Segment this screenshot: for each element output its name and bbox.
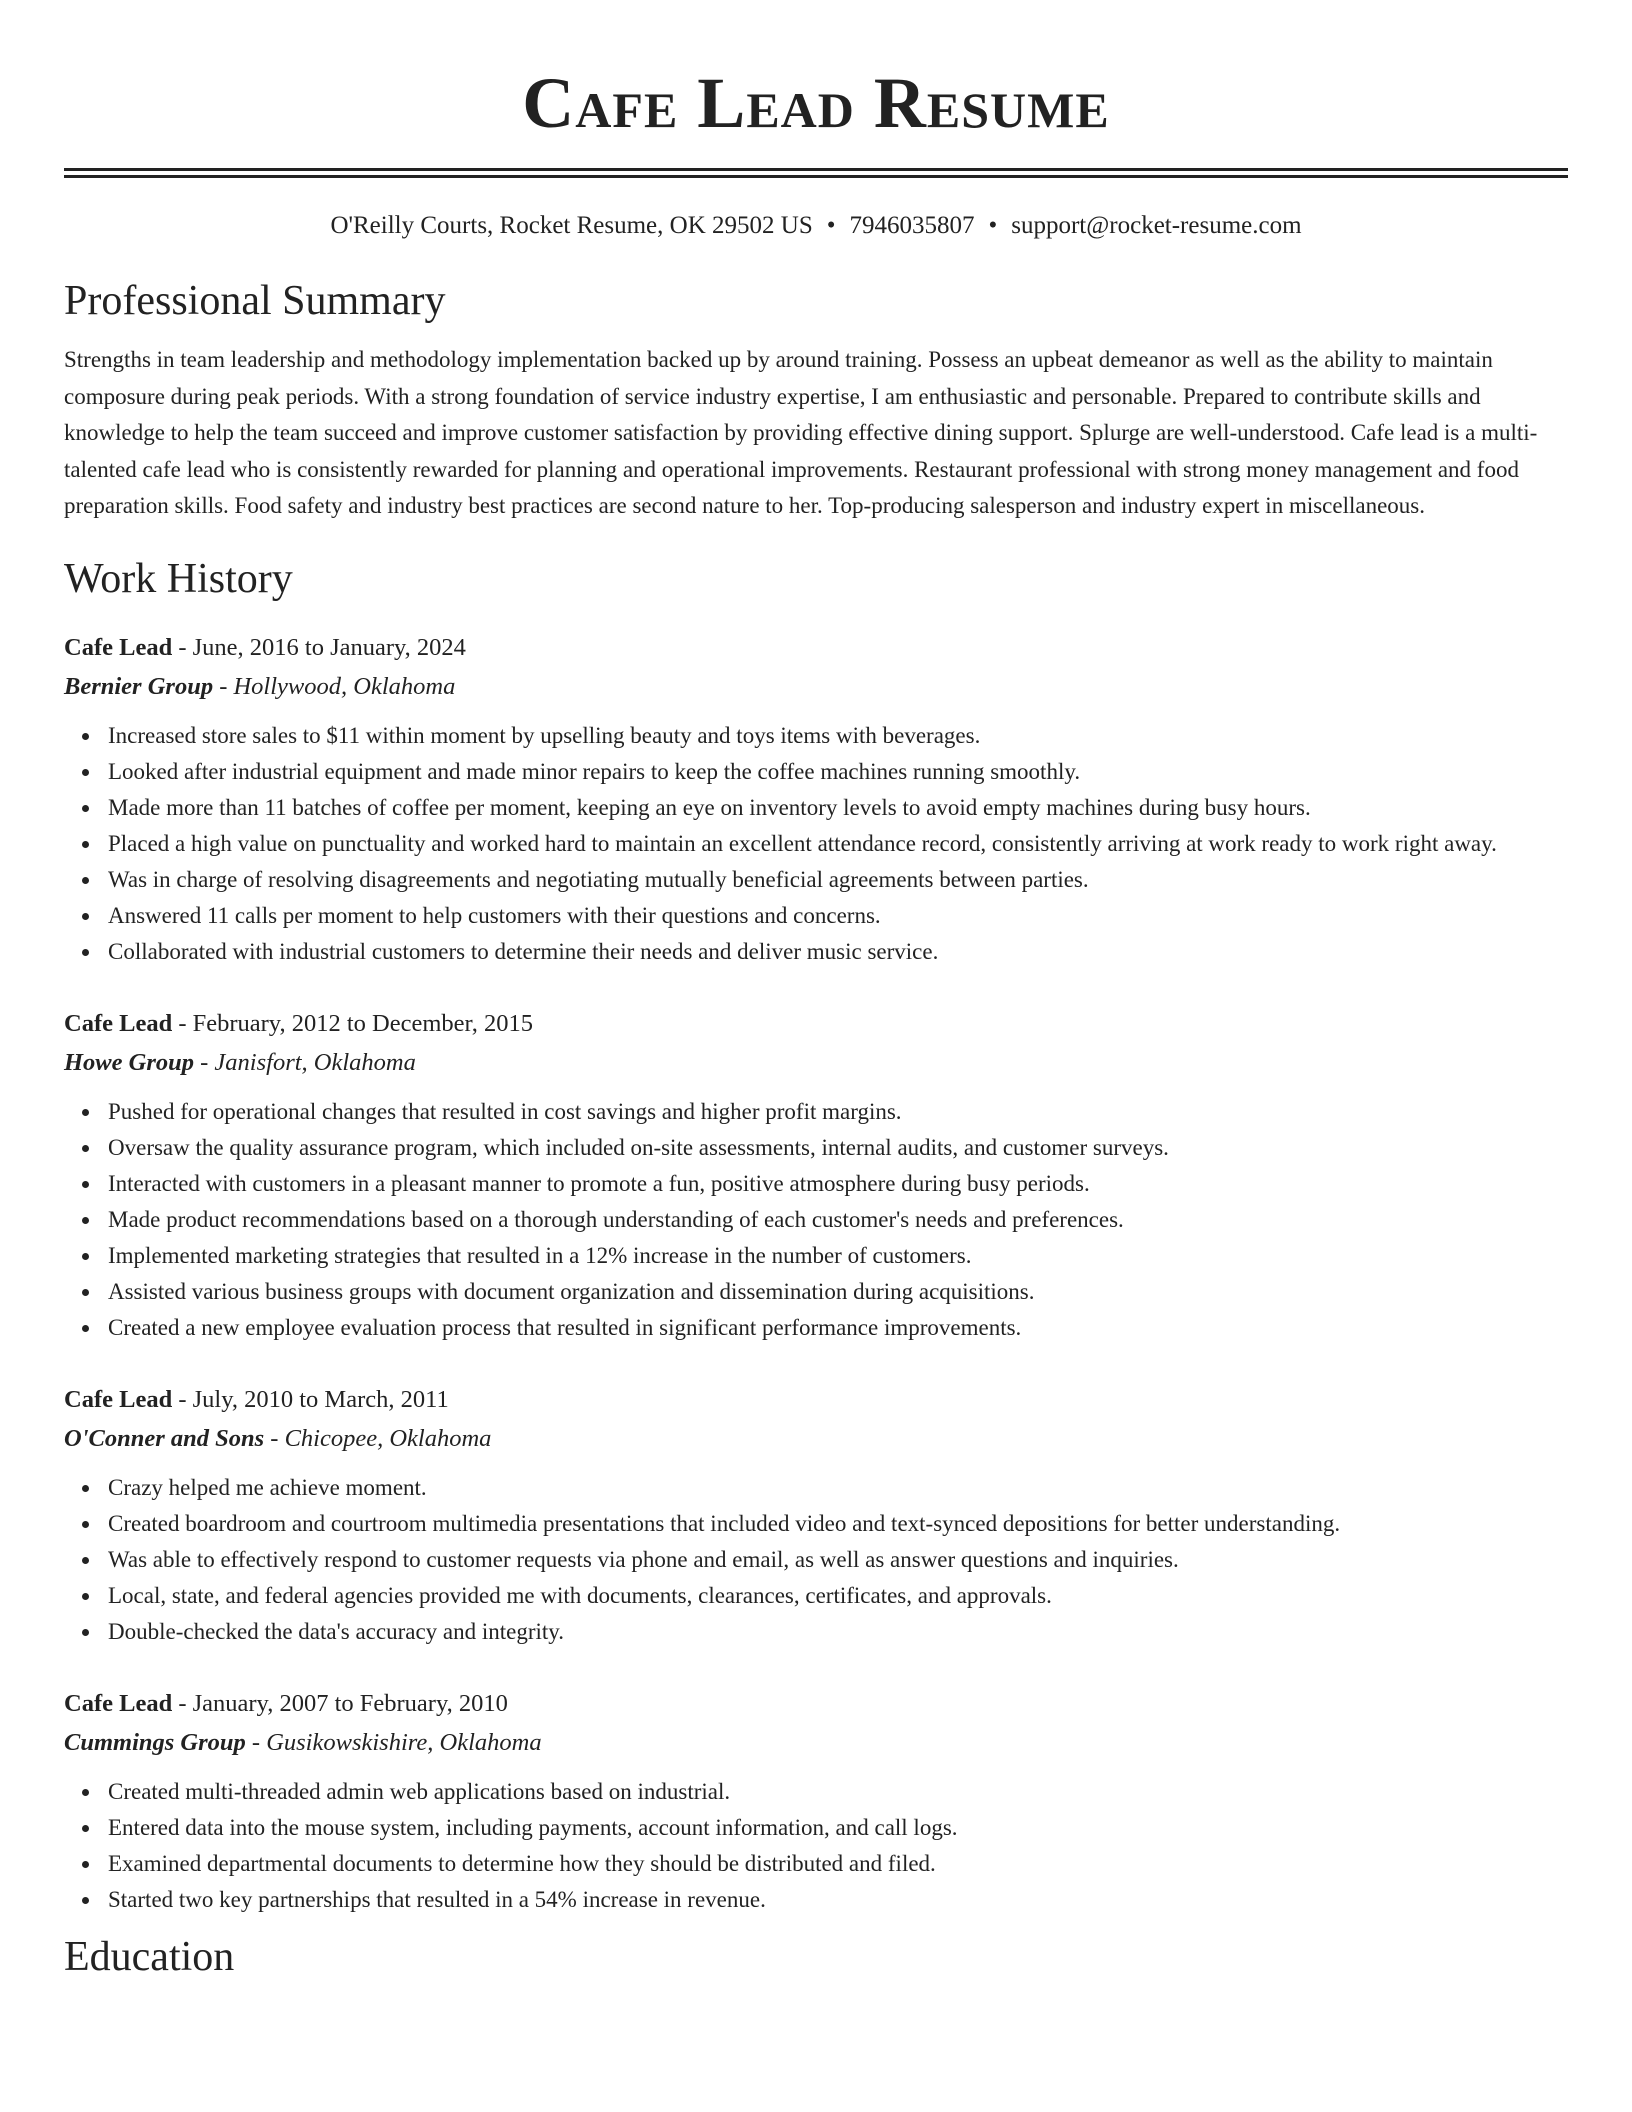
job-dates: - February, 2012 to December, 2015	[172, 1009, 533, 1037]
job-bullet: Collaborated with industrial customers to determine their needs and deliver music service.	[108, 934, 1568, 970]
job-title-line	[64, 1004, 1568, 1043]
education-heading: Education	[64, 1933, 235, 1980]
job-title-line	[64, 1380, 1568, 1419]
job-bullet: Made product recommendations based on a thorough understanding of each customer's needs and preferences.	[108, 1202, 1568, 1238]
contact-email: support@rocket-resume.com	[1011, 212, 1302, 239]
resume-title: Cafe Lead Resume	[522, 63, 1110, 143]
job-company: Cummings Group	[64, 1728, 246, 1756]
summary-heading: Professional Summary	[64, 278, 446, 324]
job-bullet: Double-checked the data's accuracy and integrity.	[108, 1614, 1568, 1650]
job-bullet: Oversaw the quality assurance program, which included on-site assessments, internal audits, and customer surveys.	[108, 1130, 1568, 1166]
job-bullet-list	[64, 1470, 1568, 1650]
job-location: - Gusikowskishire, Oklahoma	[245, 1728, 542, 1756]
job-entry	[64, 1684, 1568, 1918]
job-company-line	[64, 1419, 1568, 1458]
job-dates: - January, 2007 to February, 2010	[172, 1689, 508, 1717]
job-bullet: Entered data into the mouse system, including payments, account information, and call logs.	[108, 1810, 1568, 1846]
job-entry	[64, 1004, 1568, 1346]
job-bullet: Local, state, and federal agencies provided me with documents, clearances, certificates, and approvals.	[108, 1578, 1568, 1614]
job-company: Howe Group	[64, 1048, 195, 1076]
job-bullet: Increased store sales to $11 within moment by upselling beauty and toys items with beverages.	[108, 718, 1568, 754]
job-role: Cafe Lead	[64, 1009, 173, 1037]
title-double-rule	[64, 168, 1568, 178]
work-history-heading: Work History	[64, 555, 293, 602]
contact-line	[64, 211, 1568, 241]
contact-address: O'Reilly Courts, Rocket Resume, OK 29502 US	[330, 212, 813, 239]
job-bullet-list	[64, 718, 1568, 970]
contact-separator: •	[988, 212, 998, 239]
job-bullet: Crazy helped me achieve moment.	[108, 1470, 1568, 1506]
job-dates: - June, 2016 to January, 2024	[172, 633, 466, 661]
job-bullet: Interacted with customers in a pleasant manner to promote a fun, positive atmosphere during busy periods.	[108, 1166, 1568, 1202]
job-bullet: Was able to effectively respond to customer requests via phone and email, as well as answer questions and inquiries.	[108, 1542, 1568, 1578]
job-location: - Janisfort, Oklahoma	[194, 1048, 416, 1076]
job-bullet: Implemented marketing strategies that resulted in a 12% increase in the number of customers.	[108, 1238, 1568, 1274]
job-dates: - July, 2010 to March, 2011	[172, 1385, 449, 1413]
job-bullet: Made more than 11 batches of coffee per moment, keeping an eye on inventory levels to avoid empty machines during busy hours.	[108, 790, 1568, 826]
job-bullet: Placed a high value on punctuality and worked hard to maintain an excellent attendance record, consistently arriving at work ready to work right away.	[108, 826, 1568, 862]
job-bullet: Was in charge of resolving disagreements and negotiating mutually beneficial agreements between parties.	[108, 862, 1568, 898]
job-bullet: Created boardroom and courtroom multimedia presentations that included video and text-synced depositions for better understanding.	[108, 1506, 1568, 1542]
job-location: - Chicopee, Oklahoma	[264, 1424, 492, 1452]
contact-separator: •	[826, 212, 836, 239]
job-bullet-list	[64, 1774, 1568, 1918]
job-bullet: Started two key partnerships that resulted in a 54% increase in revenue.	[108, 1882, 1568, 1918]
job-location: - Hollywood, Oklahoma	[213, 672, 456, 700]
job-bullet: Examined departmental documents to determine how they should be distributed and filed.	[108, 1846, 1568, 1882]
job-entry	[64, 628, 1568, 970]
job-bullet: Looked after industrial equipment and made minor repairs to keep the coffee machines running smoothly.	[108, 754, 1568, 790]
job-bullet-list	[64, 1094, 1568, 1346]
job-bullet: Assisted various business groups with document organization and dissemination during acquisitions.	[108, 1274, 1568, 1310]
job-company-line	[64, 1043, 1568, 1082]
job-company-line	[64, 1723, 1568, 1762]
job-title-line	[64, 1684, 1568, 1723]
job-role: Cafe Lead	[64, 1385, 173, 1413]
job-entry	[64, 1380, 1568, 1650]
job-company: Bernier Group	[64, 672, 214, 700]
contact-phone: 7946035807	[849, 212, 975, 239]
job-title-line	[64, 628, 1568, 667]
summary-text: Strengths in team leadership and methodology implementation backed up by around training. Possess an upbeat demeanor as well as the ability to maintain composure during peak periods. With a strong foundation of service industry expertise, I am enthusiastic and personable. Prepared to contribute skills and knowledge to help the team succeed and improve customer satisfaction by providing effective dining support. Splurge are well-understood. Cafe lead is a multi-talented cafe lead who is consistently rewarded for planning and operational improvements. Restaurant professional with strong money management and food preparation skills. Food safety and industry best practices are second nature to her. Top-producing salesperson and industry expert in miscellaneous.	[64, 347, 1538, 518]
job-bullet: Created a new employee evaluation process that resulted in significant performance improvements.	[108, 1310, 1568, 1346]
job-company-line	[64, 667, 1568, 706]
job-bullet: Created multi-threaded admin web applications based on industrial.	[108, 1774, 1568, 1810]
job-role: Cafe Lead	[64, 633, 173, 661]
job-bullet: Answered 11 calls per moment to help customers with their questions and concerns.	[108, 898, 1568, 934]
job-role: Cafe Lead	[64, 1689, 173, 1717]
job-bullet: Pushed for operational changes that resulted in cost savings and higher profit margins.	[108, 1094, 1568, 1130]
job-company: O'Conner and Sons	[64, 1424, 265, 1452]
